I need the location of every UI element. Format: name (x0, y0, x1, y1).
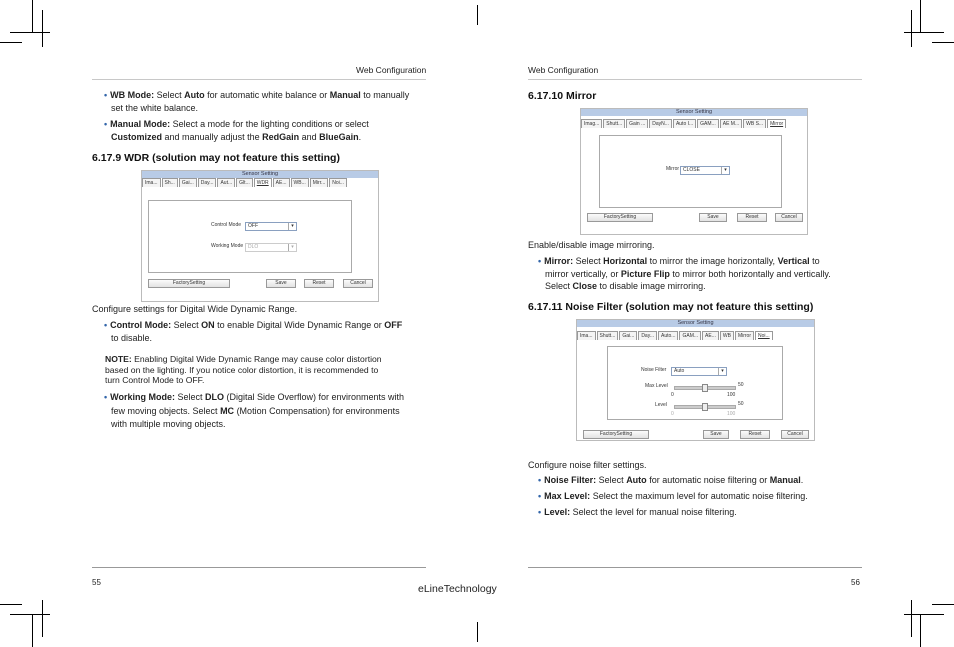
left-header-rule (92, 79, 426, 80)
level-min: 0 (671, 411, 674, 417)
tab-daynight[interactable]: DayN... (649, 119, 672, 128)
crop-mark (911, 10, 912, 47)
wdr-settings-panel (148, 200, 352, 273)
mirror-enable-text: Enable/disable image mirroring. (528, 240, 655, 250)
crop-mark (920, 0, 921, 32)
save-button[interactable]: Save (699, 213, 727, 222)
tab-mirror[interactable]: Mirror (767, 119, 786, 128)
level-slider[interactable] (674, 405, 736, 409)
reset-button[interactable]: Reset (740, 430, 770, 439)
wdr-sensor-setting-screenshot (141, 170, 379, 302)
left-footer-rule (92, 567, 426, 568)
tab-image[interactable]: Ima... (142, 178, 161, 187)
chevron-down-icon: ▾ (718, 368, 726, 375)
bullet-icon: • (104, 90, 108, 100)
tab-gain[interactable]: Gai... (619, 331, 637, 340)
wb-mode-bullet: • WB Mode: Select Auto for automatic white balance or Manual to manually set the white balance. (104, 90, 410, 113)
crop-mark (32, 0, 33, 32)
crop-mark (0, 42, 22, 43)
factory-setting-button[interactable]: FactorySetting (583, 430, 649, 439)
mirror-label: Mirror (666, 166, 680, 172)
tab-image[interactable]: Ima... (577, 331, 596, 340)
wdr-configure-text: Configure settings for Digital Wide Dynamic Range. (92, 304, 298, 314)
control-mode-select[interactable]: OFF ▾ (245, 222, 297, 231)
cancel-button[interactable]: Cancel (781, 430, 809, 439)
level-value: 50 (738, 401, 744, 407)
bullet-icon: • (104, 320, 108, 330)
bullet-icon: • (538, 491, 542, 501)
level-max: 100 (727, 411, 736, 417)
sensor-tabs (577, 331, 814, 340)
right-footer-rule (528, 567, 862, 568)
crop-mark (904, 32, 944, 33)
chevron-down-icon: ▾ (721, 167, 729, 174)
control-mode-label: Control Mode (211, 222, 242, 228)
control-mode-bullet: • Control Mode: Select ON to enable Digital Wide Dynamic Range or OFF to disable. (104, 320, 403, 343)
slider-handle[interactable] (702, 384, 708, 392)
noise-filter-select[interactable]: Auto ▾ (671, 367, 727, 376)
tab-gamma[interactable]: GAM... (679, 331, 701, 340)
tab-gamma[interactable]: GAM... (697, 119, 719, 128)
noise-configure-text: Configure noise filter settings. (528, 460, 647, 470)
tab-gamma[interactable]: Glt... (236, 178, 253, 187)
manual-mode-bullet: • Manual Mode: Select a mode for the lighting conditions or select Customized and manually adjust the RedGain and BlueGain. (104, 119, 369, 142)
right-page-header: Web Configuration (528, 65, 599, 75)
noise-filter-heading: 6.17.11 Noise Filter (solution may not feature this setting) (528, 301, 814, 313)
reset-button[interactable]: Reset (737, 213, 767, 222)
tab-auto[interactable]: Aut... (217, 178, 235, 187)
crop-mark (10, 614, 50, 615)
mirror-bullet: • Mirror: Select Horizontal to mirror the image horizontally, Vertical to mirror vertically, or Picture Flip to mirror both horizontally and vertically. Select Close to disable image mirroring. (538, 256, 831, 291)
mirror-sensor-setting-screenshot (580, 108, 808, 235)
crop-mark (932, 42, 954, 43)
factory-setting-button[interactable]: FactorySetting (587, 213, 653, 222)
mirror-select[interactable]: CLOSE ▾ (680, 166, 730, 175)
left-page-header: Web Configuration (356, 65, 427, 75)
mirror-settings-panel (599, 135, 782, 208)
tab-auto[interactable]: Auto I... (673, 119, 696, 128)
crop-mark (0, 604, 22, 605)
noise-filter-sensor-setting-screenshot (576, 319, 815, 441)
level-label: Level (655, 402, 667, 408)
bullet-icon: • (538, 256, 542, 266)
max-level-value: 50 (738, 382, 744, 388)
tab-ae[interactable]: AE M... (720, 119, 742, 128)
reset-button[interactable]: Reset (304, 279, 334, 288)
sensor-setting-titlebar: Sensor Setting (142, 171, 378, 178)
tab-auto[interactable]: Auto... (658, 331, 678, 340)
slider-handle[interactable] (702, 403, 708, 411)
max-level-bullet: • Max Level: Select the maximum level for automatic noise filtering. (538, 491, 808, 501)
cancel-button[interactable]: Cancel (343, 279, 373, 288)
sensor-tabs (142, 178, 378, 187)
cancel-button[interactable]: Cancel (775, 213, 803, 222)
bullet-icon: • (538, 475, 542, 485)
sensor-setting-titlebar: Sensor Setting (581, 109, 807, 116)
noise-filter-label: Noise Filter (641, 367, 667, 373)
right-header-rule (528, 79, 862, 80)
max-level-slider[interactable] (674, 386, 736, 390)
tab-wb[interactable]: WB (720, 331, 734, 340)
crop-mark (32, 615, 33, 647)
crop-mark (477, 5, 478, 25)
noise-filter-bullet: • Noise Filter: Select Auto for automatic noise filtering or Manual. (538, 475, 804, 485)
wdr-note: NOTE: Enabling Digital Wide Dynamic Range may cause color distortion based on the lighting. If you notice color distortion, it is recommended to turn Control Mode to OFF. (105, 354, 382, 385)
tab-wdr[interactable]: WDR (254, 178, 272, 187)
tab-daynight[interactable]: Day... (638, 331, 657, 340)
working-mode-select[interactable]: DLO ▾ (245, 243, 297, 252)
tab-wb[interactable]: WB S... (743, 119, 766, 128)
wdr-heading: 6.17.9 WDR (solution may not feature this setting) (92, 152, 340, 164)
tab-daynight[interactable]: Day... (198, 178, 217, 187)
tab-shutter[interactable]: Shutt... (597, 331, 619, 340)
footer-brand: eLineTechnology (418, 583, 497, 595)
tab-wb[interactable]: WB... (291, 178, 309, 187)
save-button[interactable]: Save (703, 430, 729, 439)
crop-mark (904, 614, 944, 615)
crop-mark (42, 10, 43, 47)
tab-mirror[interactable]: Mirror (735, 331, 754, 340)
factory-setting-button[interactable]: FactorySetting (148, 279, 230, 288)
max-level-label: Max Level (645, 383, 668, 389)
sensor-tabs (581, 119, 807, 128)
crop-mark (920, 615, 921, 647)
left-page-number: 55 (92, 578, 101, 587)
tab-shutter[interactable]: Shutt... (603, 119, 625, 128)
right-page-number: 56 (851, 578, 860, 587)
tab-mirror[interactable]: Mirr... (310, 178, 329, 187)
mirror-heading: 6.17.10 Mirror (528, 90, 597, 102)
max-level-min: 0 (671, 392, 674, 398)
noise-settings-panel (607, 346, 783, 420)
crop-mark (911, 600, 912, 637)
tab-shutter[interactable]: Sh... (162, 178, 178, 187)
bullet-icon: • (104, 392, 108, 402)
bullet-icon: • (104, 119, 108, 129)
tab-noise[interactable]: Noi... (755, 331, 773, 340)
crop-mark (932, 604, 954, 605)
sensor-setting-titlebar: Sensor Setting (577, 320, 814, 327)
chevron-down-icon: ▾ (288, 223, 296, 230)
max-level-max: 100 (727, 392, 736, 398)
tab-gain[interactable]: Gain ... (626, 119, 648, 128)
tab-ae[interactable]: AE... (702, 331, 719, 340)
crop-mark (477, 622, 478, 642)
save-button[interactable]: Save (266, 279, 296, 288)
bullet-icon: • (538, 507, 542, 517)
tab-noise[interactable]: Noi... (329, 178, 347, 187)
working-mode-bullet: • Working Mode: Select DLO (Digital Side Overflow) for environments with few moving objects. Select MC (Motion Compensation) for environments with multiple moving objects. (104, 392, 405, 429)
level-bullet: • Level: Select the level for manual noise filtering. (538, 507, 737, 517)
crop-mark (10, 32, 50, 33)
tab-image[interactable]: Imag... (581, 119, 602, 128)
working-mode-label: Working Mode (211, 243, 244, 249)
crop-mark (42, 600, 43, 637)
chevron-down-icon: ▾ (288, 244, 296, 251)
tab-ae[interactable]: AE... (273, 178, 290, 187)
tab-gain[interactable]: Gai... (179, 178, 197, 187)
